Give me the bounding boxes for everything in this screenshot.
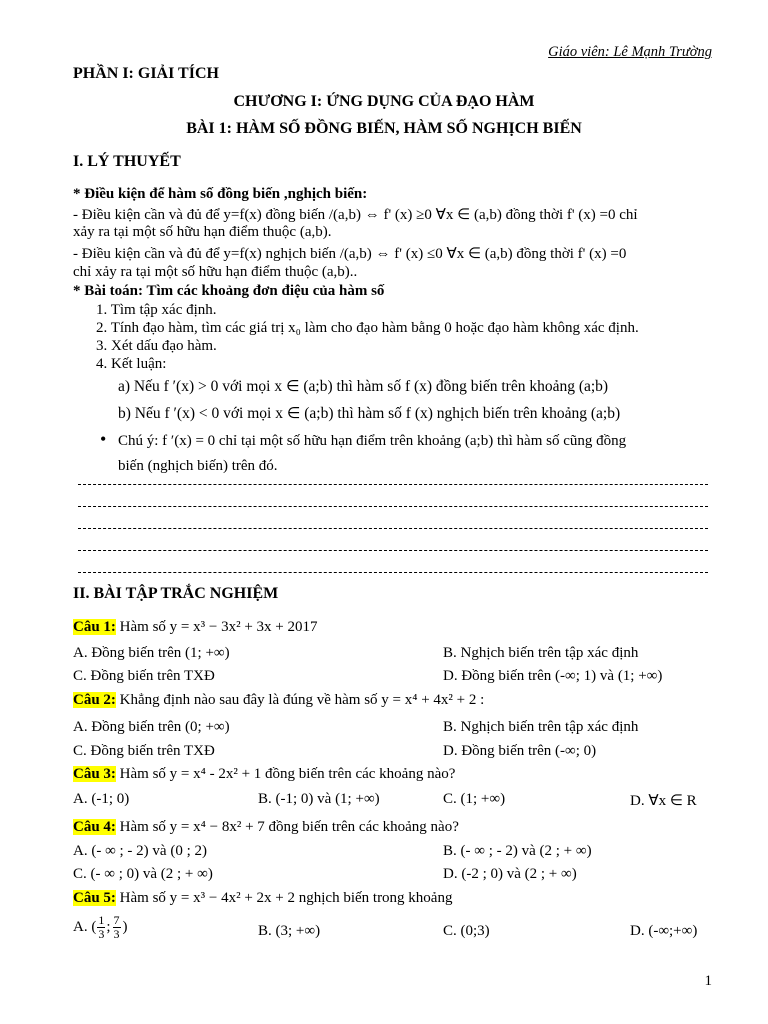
bullet-icon: • <box>100 429 107 449</box>
q3-option-a: A. (-1; 0) <box>73 791 130 807</box>
fraction: 7 3 <box>113 913 120 941</box>
step-3: 3. Xét dấu đạo hàm. <box>96 338 217 354</box>
q1-option-b: B. Nghịch biến trên tập xác định <box>443 645 639 661</box>
q5-option-b: B. (3; +∞) <box>258 923 321 939</box>
sub-item-b: b) Nếu f ′(x) < 0 với mọi x ∈ (a;b) thì hàm số f (x) nghịch biến trên khoảng (a;b) <box>118 405 621 422</box>
question-label: Câu 3: <box>73 766 116 782</box>
q4-option-c: C. (- ∞ ; 0) và (2 ; + ∞) <box>73 866 213 882</box>
q3-option-d: D. ∀x ∈ R <box>630 793 697 809</box>
page-number: 1 <box>704 973 712 989</box>
q5-option-d: D. (-∞;+∞) <box>630 923 698 939</box>
q1-option-a: A. Đồng biến trên (1; +∞) <box>73 645 230 661</box>
q4-option-a: A. (- ∞ ; - 2) và (0 ; 2) <box>73 843 207 859</box>
question-3 <box>73 766 455 783</box>
step-1: 1. Tìm tập xác định. <box>96 302 217 318</box>
condition-2-line-2: chỉ xảy ra tại một số hữu hạn điểm thuộc (a,b).. <box>73 264 358 280</box>
question-1 <box>73 619 318 636</box>
question-5 <box>73 890 452 907</box>
question-text: Khẳng định nào sau đây là đúng về hàm số y = x⁴ + 4x² + 2 : <box>115 692 485 708</box>
note-line-1: Chú ý: f ′(x) = 0 chỉ tại một số hữu hạn điểm trên khoảng (a;b) thì hàm số cũng đồng <box>118 433 627 449</box>
condition-2-line-1: - Điều kiện cần và đủ để y=f(x) nghịch biến /(a,b) ⇔ f' (x) ≤0 ∀x ∈ (a,b) đồng thời f' (x) =0 <box>73 246 627 262</box>
condition-1-line-1: - Điều kiện cần và đủ để y=f(x) đồng biến /(a,b) ⇔ f' (x) ≥0 ∀x ∈ (a,b) đồng thời f' (x) =0 chỉ <box>73 207 638 223</box>
q2-option-c: C. Đồng biến trên TXĐ <box>73 743 215 759</box>
theory-heading: I. LÝ THUYẾT <box>73 153 181 170</box>
chapter-title: CHƯƠNG I: ỨNG DỤNG CỦA ĐẠO HÀM <box>233 93 535 110</box>
dashed-line <box>78 506 708 507</box>
question-text: Hàm số y = x³ − 4x² + 2x + 2 nghịch biến trong khoảng <box>115 890 453 906</box>
question-label: Câu 2: <box>73 692 116 708</box>
question-label: Câu 5: <box>73 890 116 906</box>
step-2: 2. Tính đạo hàm, tìm các giá trị x₀ làm cho đạo hàm bằng 0 hoặc đạo hàm không xác định. <box>96 320 639 336</box>
q1-option-d: D. Đồng biến trên (-∞; 1) và (1; +∞) <box>443 668 663 684</box>
question-label: Câu 4: <box>73 819 116 835</box>
teacher-header: Giáo viên: Lê Mạnh Trường <box>548 44 712 60</box>
dashed-line <box>78 550 708 551</box>
part-title: PHẦN I: GIẢI TÍCH <box>73 65 219 82</box>
q3-option-b: B. (-1; 0) và (1; +∞) <box>258 791 380 807</box>
lesson-title: BÀI 1: HÀM SỐ ĐỒNG BIẾN, HÀM SỐ NGHỊCH BIẾN <box>186 120 582 137</box>
question-text: Hàm số y = x³ − 3x² + 3x + 2017 <box>115 619 318 635</box>
q2-option-d: D. Đồng biến trên (-∞; 0) <box>443 743 597 759</box>
q4-option-b: B. (- ∞ ; - 2) và (2 ; + ∞) <box>443 843 592 859</box>
condition-heading: * Điều kiện để hàm số đồng biến ,nghịch biến: <box>73 186 368 202</box>
question-2 <box>73 692 484 709</box>
q1-option-c: C. Đồng biến trên TXĐ <box>73 668 215 684</box>
question-label: Câu 1: <box>73 619 116 635</box>
q4-option-d: D. (-2 ; 0) và (2 ; + ∞) <box>443 866 577 882</box>
note-line-2: biến (nghịch biến) trên đó. <box>118 458 278 474</box>
dashed-line <box>78 484 708 485</box>
dashed-line <box>78 572 708 573</box>
q5-option-c: C. (0;3) <box>443 923 490 939</box>
question-text: Hàm số y = x⁴ − 8x² + 7 đồng biến trên các khoảng nào? <box>115 819 459 835</box>
exercises-heading: II. BÀI TẬP TRẮC NGHIỆM <box>73 585 279 602</box>
q2-option-a: A. Đồng biến trên (0; +∞) <box>73 719 230 735</box>
question-4 <box>73 819 459 836</box>
question-text: Hàm số y = x⁴ - 2x² + 1 đồng biến trên các khoảng nào? <box>115 766 456 782</box>
q2-option-b: B. Nghịch biến trên tập xác định <box>443 719 639 735</box>
q5-option-a: A. ( 1 3 ; 7 3 ) <box>73 913 128 941</box>
step-4: 4. Kết luận: <box>96 356 167 372</box>
problem-heading: * Bài toán: Tìm các khoảng đơn điệu của hàm số <box>73 283 385 299</box>
sub-item-a: a) Nếu f ′(x) > 0 với mọi x ∈ (a;b) thì hàm số f (x) đồng biến trên khoảng (a;b) <box>118 378 609 395</box>
dashed-line <box>78 528 708 529</box>
condition-1-line-2: xảy ra tại một số hữu hạn điểm thuộc (a,b). <box>73 224 332 240</box>
fraction: 1 3 <box>98 913 105 941</box>
q3-option-c: C. (1; +∞) <box>443 791 506 807</box>
